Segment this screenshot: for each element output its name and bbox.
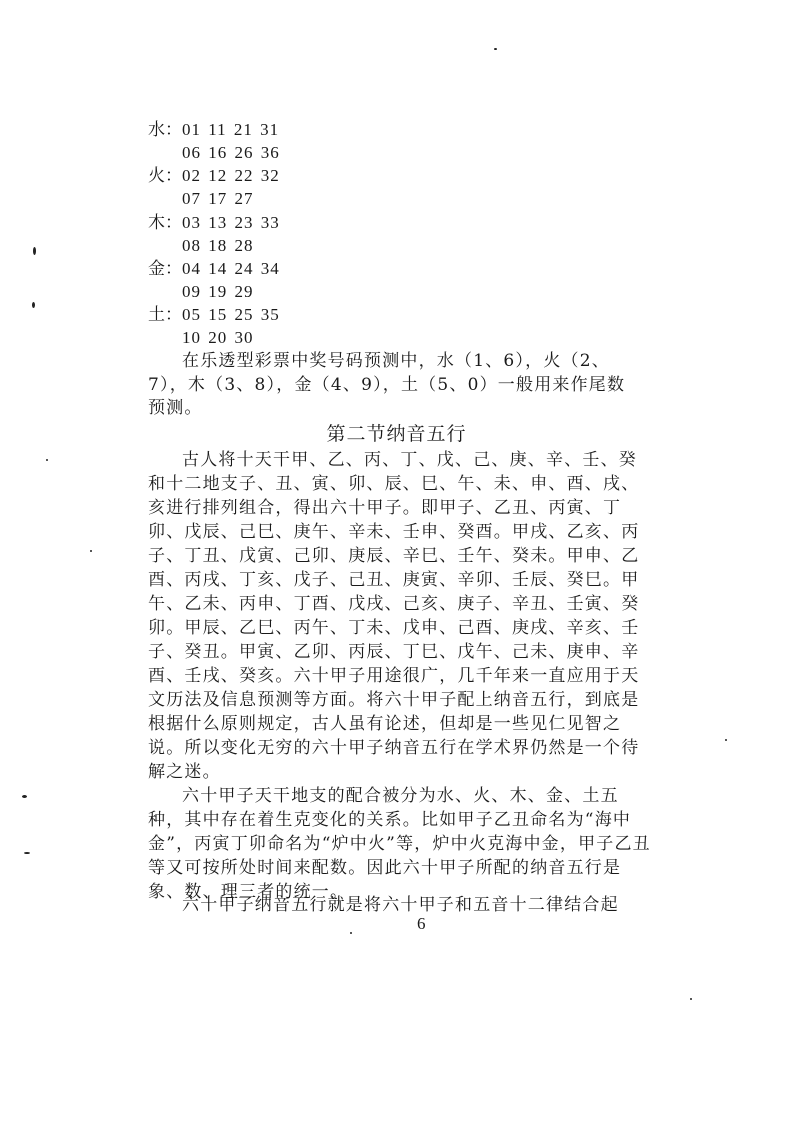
paragraph-2-line: 金”，丙寅丁卯命名为“炉中火”等，炉中火克海中金，甲子乙丑: [148, 834, 651, 854]
intro-line-2: 7），木（3、8），金（4、9），土（5、0）一般用来作尾数: [148, 375, 626, 395]
paragraph-1-line: 子、丁丑、戊寅、己卯、庚辰、辛巳、壬午、癸未。甲申、乙: [148, 546, 640, 566]
paragraph-1-line: 酉、壬戌、癸亥。六十甲子用途很广，几千年来一直应用于天: [148, 666, 640, 686]
page-number: 6: [417, 914, 426, 933]
scan-speck: [32, 302, 35, 308]
element-row-water: [148, 118, 279, 142]
element-label: 土：: [148, 305, 182, 325]
element-numbers: 06 16 26 36: [182, 143, 280, 162]
intro-line-3: 预测。: [148, 398, 203, 418]
element-label: 金：: [148, 259, 182, 279]
paragraph-1-line: 卯。甲辰、乙巳、丙午、丁未、戊申、己酉、庚戌、辛亥、壬: [148, 618, 640, 638]
element-numbers: 03 13 23 33: [182, 213, 280, 232]
element-numbers: 04 14 24 34: [182, 259, 280, 278]
element-row-wood: [148, 211, 280, 235]
section-title: 第二节纳音五行: [326, 423, 467, 445]
element-row-wood-continued: [182, 234, 254, 258]
scan-speck: [22, 795, 27, 798]
element-numbers: 10 20 30: [182, 328, 254, 347]
paragraph-2-line: 六十甲子天干地支的配合被分为水、火、木、金、土五: [182, 786, 619, 806]
paragraph-1-line: 卯、戊辰、己巳、庚午、辛未、壬申、癸酉。甲戌、乙亥、丙: [148, 522, 640, 542]
paragraph-1-line: 解之迷。: [148, 762, 221, 782]
paragraph-1-line: 文历法及信息预测等方面。将六十甲子配上纳音五行，到底是: [148, 690, 640, 710]
element-row-earth: [148, 303, 280, 327]
scan-speck: [33, 247, 36, 255]
element-row-earth-continued: [182, 326, 254, 350]
element-row-metal: [148, 257, 280, 281]
paragraph-1-line: 子、癸丑。甲寅、乙卯、丙辰、丁巳、戊午、己未、庚申、辛: [148, 642, 640, 662]
intro-line-1: 在乐透型彩票中奖号码预测中，水（1、6），火（2、: [182, 351, 610, 371]
element-row-fire-continued: [182, 187, 254, 211]
element-numbers: 01 11 21 31: [182, 120, 280, 139]
element-numbers: 02 12 22 32: [182, 166, 280, 185]
element-row-water-continued: [182, 141, 280, 165]
scan-speck: [494, 48, 497, 50]
element-row-fire: [148, 164, 280, 188]
element-numbers: 08 18 28: [182, 236, 254, 255]
paragraph-1-line: 根据什么原则规定，古人虽有论述，但却是一些见仁见智之: [148, 714, 622, 734]
paragraph-1-line: 古人将十天干甲、乙、丙、丁、戊、己、庚、辛、壬、癸: [182, 450, 637, 470]
scan-speck: [90, 550, 92, 552]
paragraph-3-line: 六十甲子纳音五行就是将六十甲子和五音十二律结合起: [182, 895, 619, 915]
paragraph-1-line: 亥进行排列组合，得出六十甲子。即甲子、乙丑、丙寅、丁: [148, 498, 622, 518]
paragraph-2-line: 等又可按所处时间来配数。因此六十甲子所配的纳音五行是: [148, 858, 622, 878]
paragraph-1-line: 酉、丙戌、丁亥、戊子、己丑、庚寅、辛卯、壬辰、癸巳。甲: [148, 570, 640, 590]
paragraph-2-line: 象、数、理三者的统一。: [148, 882, 349, 902]
paragraph-1-line: 说。所以变化无穷的六十甲子纳音五行在学术界仍然是一个待: [148, 738, 640, 758]
element-row-metal-continued: [182, 280, 254, 304]
element-numbers: 09 19 29: [182, 282, 254, 301]
paragraph-1-line: 和十二地支子、丑、寅、卯、辰、巳、午、未、申、酉、戌、: [148, 474, 640, 494]
element-label: 木：: [148, 213, 182, 233]
paragraph-1-line: 午、乙未、丙申、丁酉、戊戌、己亥、庚子、辛丑、壬寅、癸: [148, 594, 640, 614]
element-label: 火：: [148, 166, 182, 186]
scan-speck: [24, 852, 30, 854]
paragraph-2-line: 种，其中存在着生克变化的关系。比如甲子乙丑命名为“海中: [148, 810, 632, 830]
element-label: 水：: [148, 120, 182, 140]
scan-speck: [725, 739, 727, 741]
element-numbers: 07 17 27: [182, 189, 254, 208]
scan-speck: [350, 932, 352, 934]
scan-speck: [690, 998, 692, 1000]
scan-speck: [46, 459, 48, 461]
element-numbers: 05 15 25 35: [182, 305, 280, 324]
